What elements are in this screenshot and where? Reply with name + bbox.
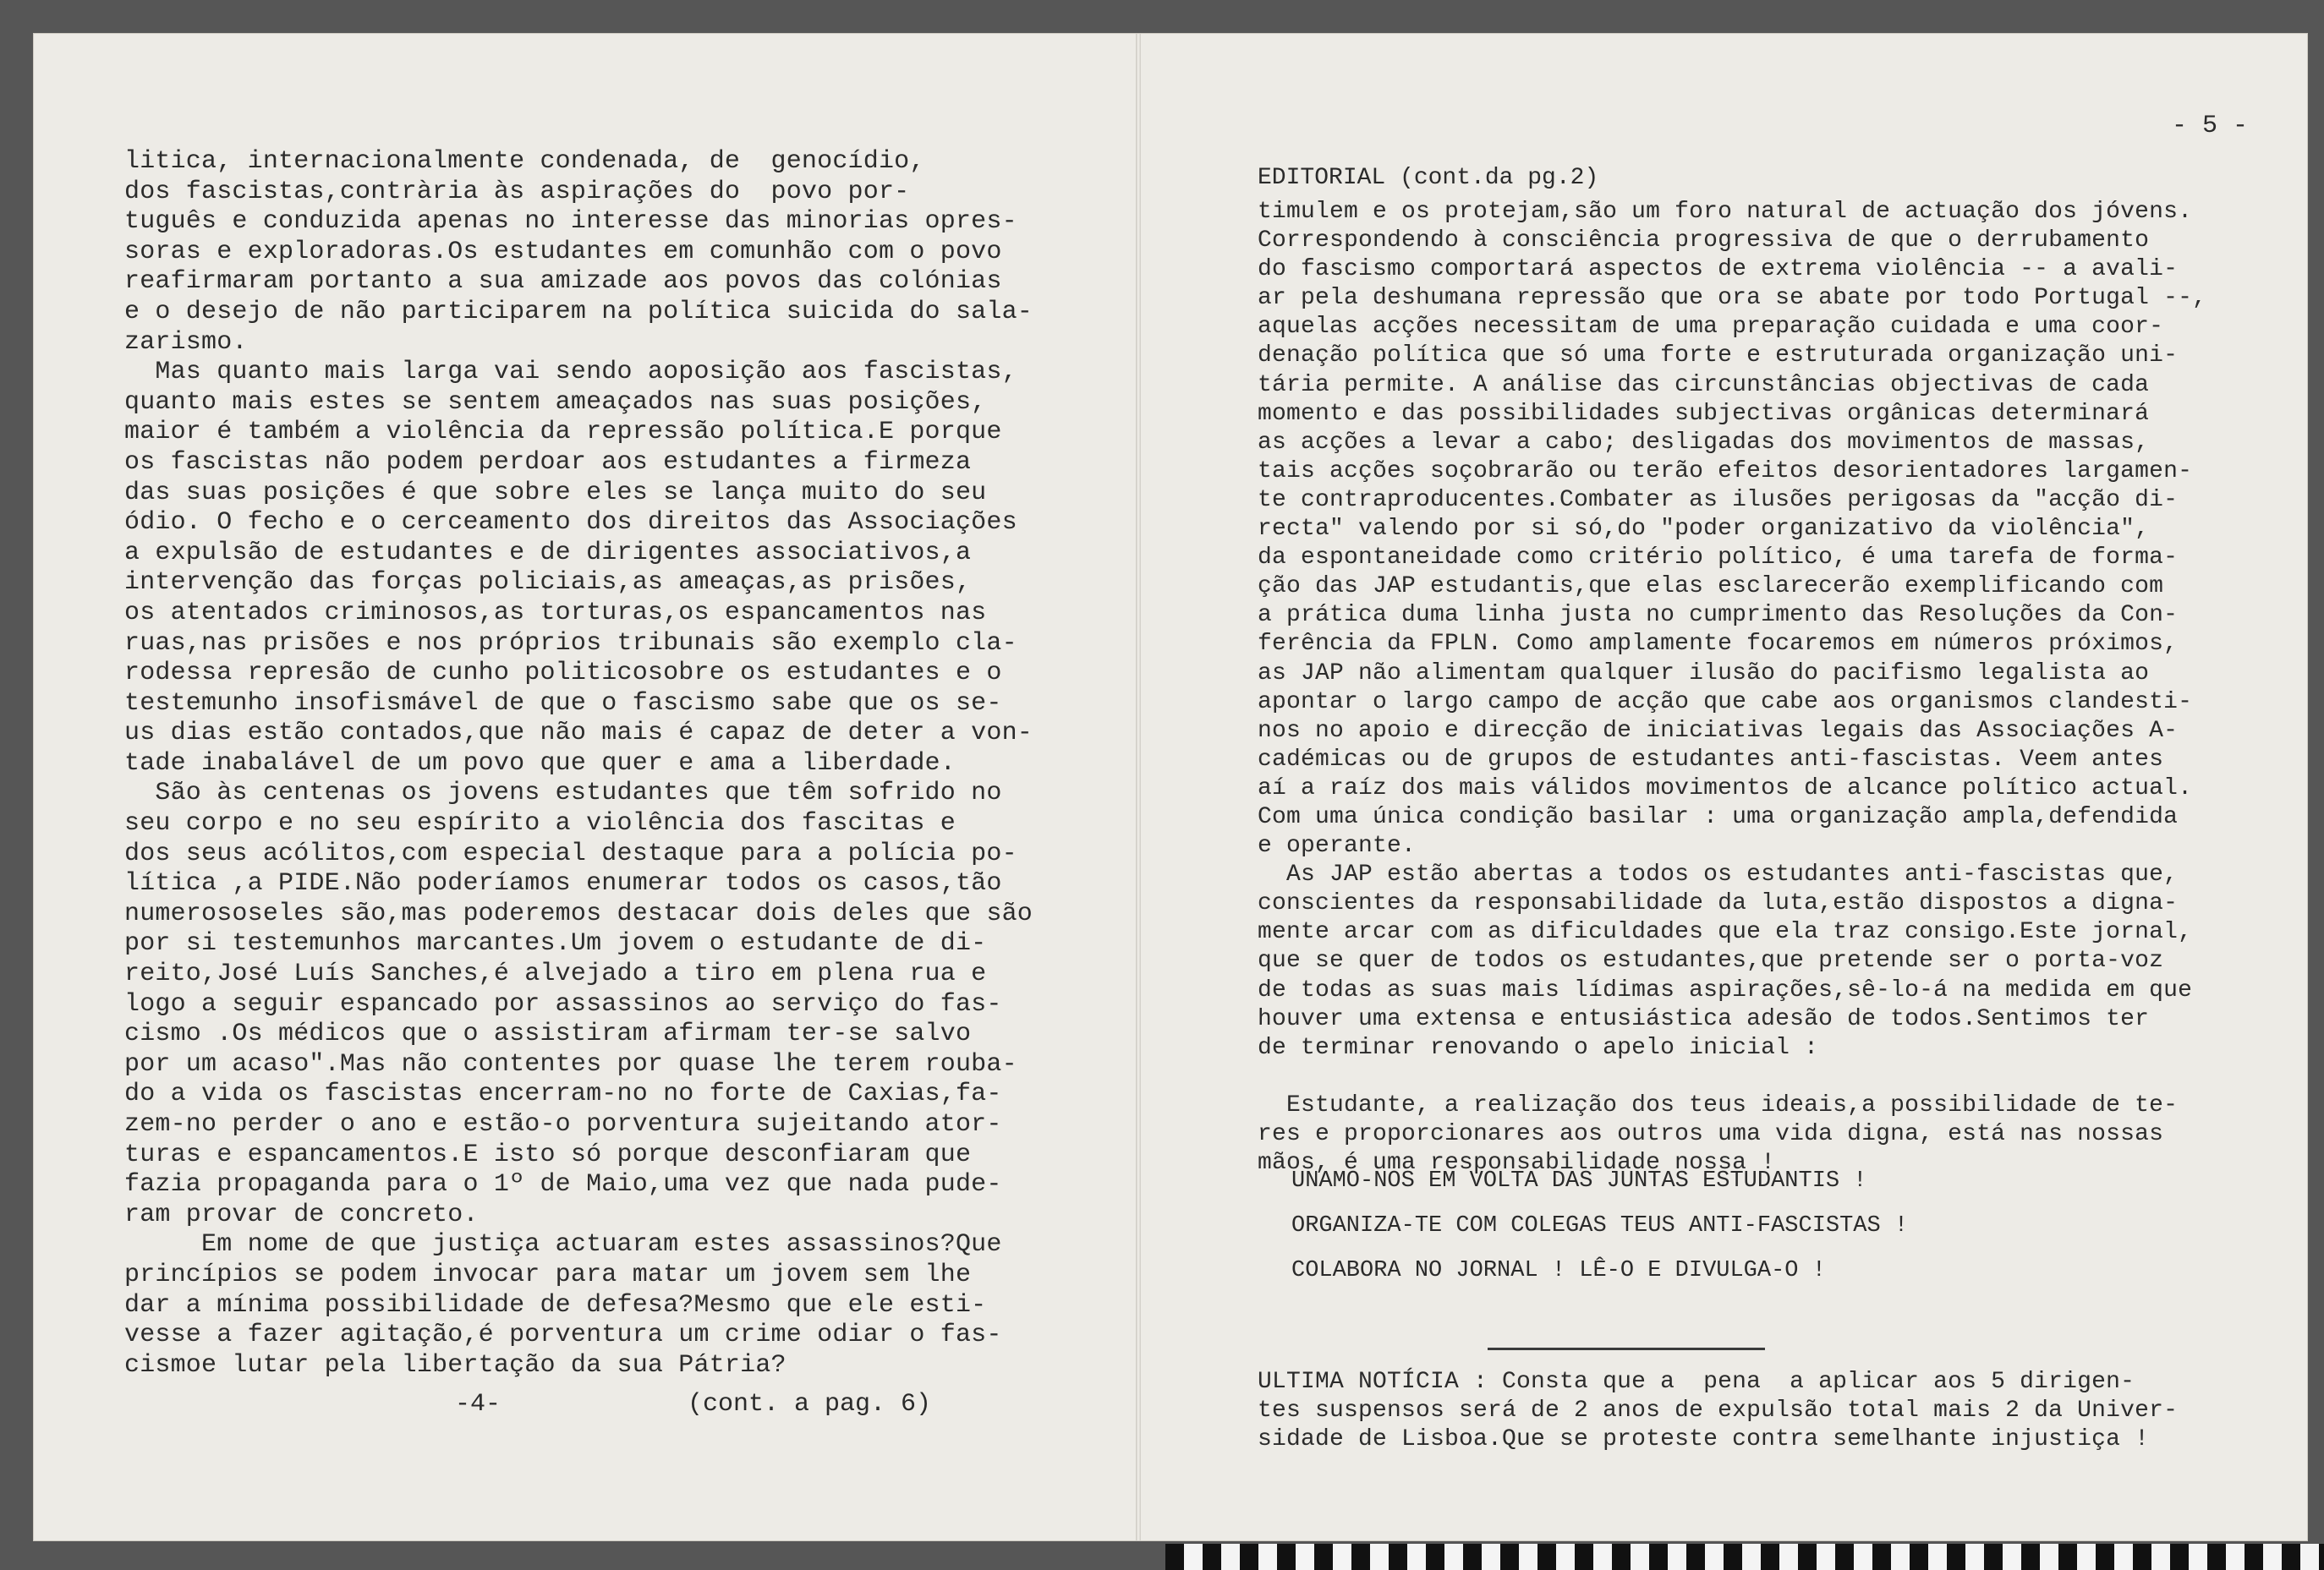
right-body-line: nos no apoio e direcção de iniciativas legais das Associações A- (1258, 717, 2179, 744)
left-body-line: São às centenas os jovens estudantes que têm sofrido no (124, 779, 1002, 808)
right-body-line: houver uma extensa e entusiástica adesão de todos.Sentimos ter (1258, 1005, 2150, 1032)
left-body-line: rodessa represão de cunho politicosobre os estudantes e o (124, 659, 1002, 688)
right-body-line: aí a raíz dos mais válidos movimentos de alcance político actual. (1258, 774, 2193, 801)
right-body-line: Com uma única condição basilar : uma organização ampla,defendida (1258, 803, 2179, 830)
right-body-line: tais acções soçobrarão ou terão efeitos desorientadores largamen- (1258, 457, 2193, 484)
left-body-line: vesse a fazer agitação,é porventura um crime odiar o fas- (124, 1321, 1002, 1350)
left-body-line: soras e exploradoras.Os estudantes em comunhão com o povo (124, 237, 1002, 266)
left-body-line: princípios se podem invocar para matar um jovem sem lhe (124, 1260, 972, 1289)
left-body-line: Em nome de que justiça actuaram estes assassinos?Que (124, 1230, 1002, 1260)
slogan-1: UNAMO-NOS EM VOLTA DAS JUNTAS ESTUDANTIS ! (1291, 1168, 1867, 1194)
left-body-line: ram provar de concreto. (124, 1200, 479, 1229)
slogan-2: ORGANIZA-TE COM COLEGAS TEUS ANTI-FASCISTAS ! (1291, 1213, 1909, 1239)
right-body-line: de terminar renovando o apelo inicial : (1258, 1034, 1819, 1061)
right-body-line: denação política que só uma forte e estruturada organização uni- (1258, 342, 2179, 369)
right-body-line: as JAP não alimentam qualquer ilusão do pacifismo legalista ao (1258, 659, 2150, 687)
left-body-line: dos seus acólitos,com especial destaque para a polícia po- (124, 839, 1017, 868)
left-body-line: cismoe lutar pela libertação da sua Pátria? (124, 1350, 787, 1380)
right-body-line: de todas as suas mais lídimas aspirações,sê-lo-á na medida em que (1258, 976, 2193, 1004)
left-page (34, 34, 1136, 1540)
left-body-line: tuguês e conduzida apenas no interesse das minorias opres- (124, 207, 1017, 237)
left-body-line: intervenção das forças policiais,as ameaças,as prisões, (124, 568, 972, 598)
left-body-line: dar a mínima possibilidade de defesa?Mesmo que ele esti- (124, 1290, 987, 1320)
right-body-line: e operante. (1258, 833, 1417, 860)
left-body-line: numerososeles são,mas poderemos destacar dois deles que são (124, 899, 1033, 928)
right-body-line (1258, 1063, 2206, 1091)
left-body-line: cismo .Os médicos que o assistiram afirmam ter-se salvo (124, 1020, 972, 1049)
left-body-line: a expulsão de estudantes e de dirigentes associativos,a (124, 538, 972, 567)
right-body-line: res e proporcionares aos outros uma vida digna, está nas nossas (1258, 1121, 2164, 1147)
left-body-line: maior é também a violência da repressão política.E porque (124, 418, 1002, 447)
left-body-line: zarismo. (124, 327, 248, 357)
page-number-left: -4- (455, 1390, 502, 1419)
left-body-line: Mas quanto mais larga vai sendo aoposição aos fascistas, (124, 358, 1017, 387)
right-body-line: timulem e os protejam,são um foro natural de actuação dos jóvens. (1258, 199, 2193, 225)
right-body-line: que se quer de todos os estudantes,que pretende ser o porta-voz (1258, 948, 2164, 975)
left-body-line: das suas posições é que sobre eles se lança muito do seu (124, 478, 987, 507)
color-scale-bar (1165, 1544, 2324, 1570)
right-body-line: as acções a levar a cabo; desligadas dos movimentos de massas, (1258, 429, 2150, 456)
right-body-line: te contraproducentes.Combater as ilusões perigosas da "acção di- (1258, 486, 2179, 513)
right-body-line: da espontaneidade como critério político, é uma tarefa de forma- (1258, 544, 2179, 572)
left-body-line: us dias estão contados,que não mais é capaz de deter a von- (124, 719, 1033, 748)
right-body-line: ferência da FPLN. Como amplamente focaremos em números próximos, (1258, 631, 2179, 658)
right-body-line: do fascismo comportará aspectos de extrema violência -- a avali- (1258, 256, 2179, 283)
right-body-line: a prática duma linha justa no cumprimento das Resoluções da Con- (1258, 602, 2179, 629)
divider-rule (1488, 1348, 1765, 1350)
left-body-line: turas e espancamentos.E isto só porque desconfiaram que (124, 1140, 972, 1169)
left-body-line: ruas,nas prisões e nos próprios tribunais são exemplo cla- (124, 628, 1017, 658)
left-body-line: por si testemunhos marcantes.Um jovem o estudante de di- (124, 929, 987, 959)
right-body-line: cadémicas ou de grupos de estudantes anti-fascistas. Veem antes (1258, 746, 2164, 773)
right-body-line: Correspondendo à consciência progressiva de que o derrubamento (1258, 227, 2150, 254)
right-body-line: momento e das possibilidades subjectivas orgânicas determinará (1258, 400, 2150, 427)
left-body-line: os fascistas não podem perdoar aos estudantes a firmeza (124, 447, 972, 477)
right-body-line: tária permite. A análise das circunstâncias objectivas de cada (1258, 371, 2150, 398)
left-body-line: zem-no perder o ano e estão-o porventura sujeitando ator- (124, 1110, 1002, 1139)
left-body-line: quanto mais estes se sentem ameaçados nas suas posições, (124, 387, 987, 417)
left-body-line: logo a seguir espancado por assassinos ao serviço do fas- (124, 989, 1002, 1019)
left-body-line: seu corpo e no seu espírito a violência dos fascitas e (124, 809, 956, 839)
right-body-line: ção das JAP estudantis,que elas esclarecerão exemplificando com (1258, 573, 2164, 600)
right-body-line: As JAP estão abertas a todos os estudantes anti-fascistas que, (1258, 862, 2179, 889)
left-page-body (124, 147, 1033, 1381)
right-page-body (1258, 198, 2206, 1178)
left-body-line: testemunho insofismável de que o fascismo sabe que os se- (124, 688, 1002, 718)
right-body-line: mente arcar com as dificuldades que ela traz consigo.Este jornal, (1258, 919, 2193, 946)
left-body-line: dos fascistas,contrària às aspirações do povo por- (124, 177, 910, 206)
left-body-line: do a vida os fascistas encerram-no no forte de Caxias,fa- (124, 1080, 1002, 1109)
left-body-line: reito,José Luís Sanches,é alvejado a tiro em plena rua e (124, 960, 987, 989)
news-line: ULTIMA NOTÍCIA : Consta que a pena a aplicar aos 5 dirigen- (1258, 1369, 2135, 1395)
right-body-line: Estudante, a realização dos teus ideais,a possibilidade de te- (1258, 1091, 2179, 1119)
left-body-line: por um acaso".Mas não contentes por quase lhe terem rouba- (124, 1049, 1017, 1079)
news-line: tes suspensos será de 2 anos de expulsão total mais 2 da Univer- (1258, 1398, 2179, 1424)
right-page (1141, 34, 2273, 1540)
left-body-line: e o desejo de não participarem na política suicida do sala- (124, 297, 1033, 326)
editorial-heading: EDITORIAL (cont.da pg.2) (1258, 165, 1599, 191)
left-body-line: os atentados criminosos,as torturas,os espancamentos nas (124, 598, 987, 627)
right-body-line: apontar o largo campo de acção que cabe aos organismos clandesti- (1258, 688, 2193, 715)
left-body-line: reafirmaram portanto a sua amizade aos povos das colónias (124, 267, 1002, 297)
left-body-line: fazia propaganda para o 1º de Maio,uma vez que nada pude- (124, 1170, 1002, 1200)
slogan-3: COLABORA NO JORNAL ! LÊ-O E DIVULGA-O ! (1291, 1258, 1826, 1283)
latest-news (1258, 1368, 2178, 1454)
right-body-line: recta" valendo por si só,do "poder organizativo da violência", (1258, 516, 2150, 543)
slogans-block (1291, 1168, 1909, 1295)
left-body-line: tade inabalável de um povo que quer e ama a liberdade. (124, 748, 956, 778)
right-body-line: ar pela deshumana repressão que ora se abate por todo Portugal --, (1258, 285, 2207, 312)
right-body-line: mãos, é uma responsabilidade nossa ! (1258, 1150, 1776, 1177)
left-body-line: lítica ,a PIDE.Não poderíamos enumerar todos os casos,tão (124, 869, 1002, 899)
left-body-line: ódio. O fecho e o cerceamento dos direitos das Associações (124, 508, 1017, 538)
continuation-note: (cont. a pag. 6) (688, 1390, 932, 1419)
left-body-line: litica, internacionalmente condenada, de genocídio, (124, 147, 925, 176)
right-body-line: conscientes da responsabilidade da luta,estão dispostos a digna- (1258, 890, 2179, 917)
news-line: sidade de Lisboa.Que se proteste contra semelhante injustiça ! (1258, 1426, 2150, 1452)
right-body-line: aquelas acções necessitam de uma preparação cuidada e uma coor- (1258, 314, 2164, 341)
page-number-right: - 5 - (2171, 112, 2248, 140)
